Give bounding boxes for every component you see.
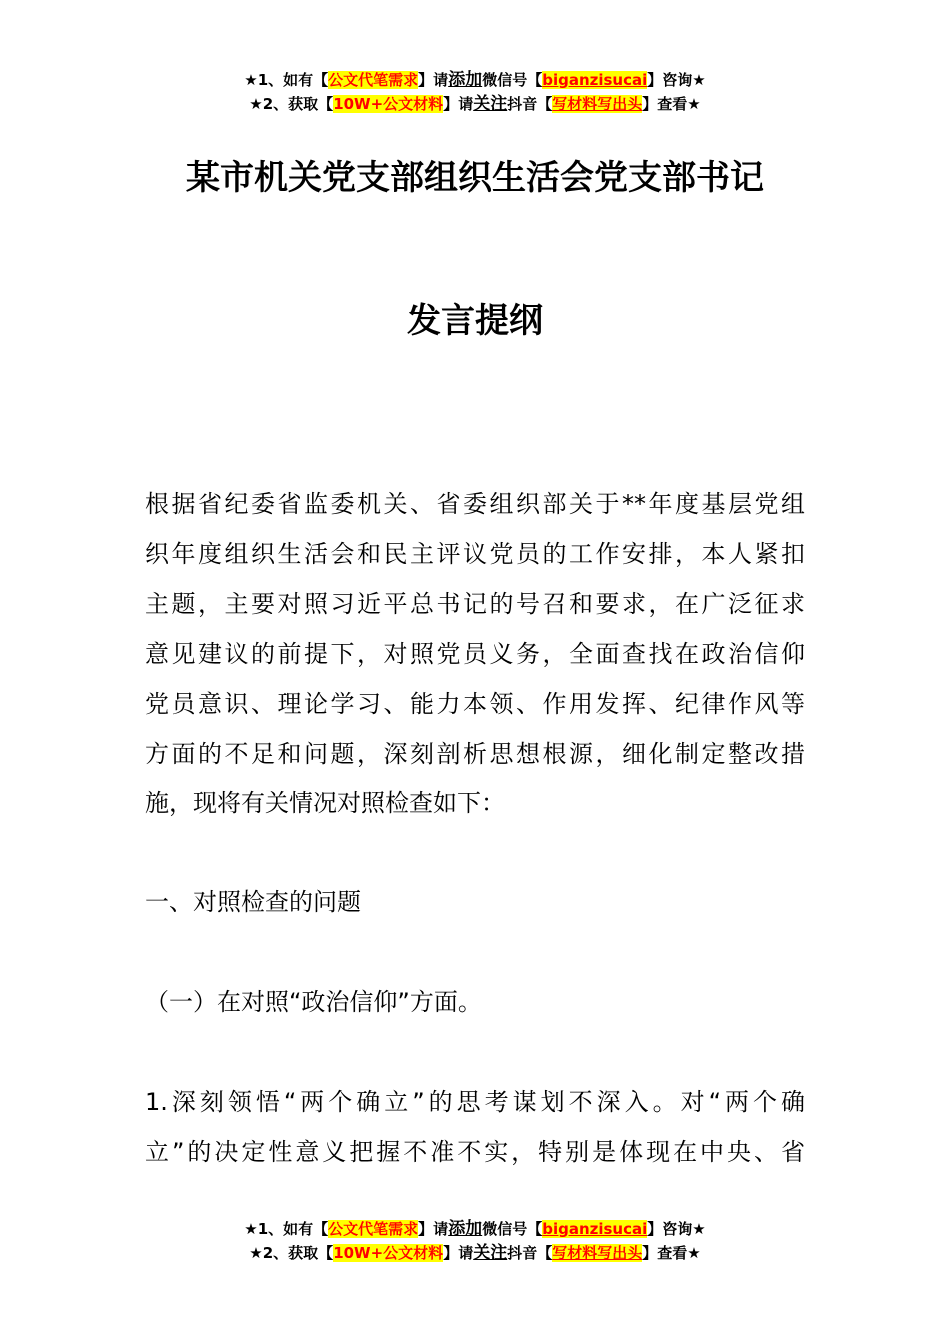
highlight: 10W+公文材料 — [333, 1244, 444, 1262]
body-line: 党员意识、理论学习、能力本领、作用发挥、纪律作风等 — [145, 690, 805, 718]
text: 抖音【 — [507, 95, 553, 113]
body-line: 主题，主要对照习近平总书记的号召和要求，在广泛征求 — [145, 590, 805, 618]
text: ★1、如有【 — [244, 1220, 329, 1238]
douyin-id: 写材料写出头 — [552, 95, 643, 113]
title-line-1: 某市机关党支部组织生活会党支部书记 — [186, 158, 764, 198]
text: ★2、获取【 — [249, 1244, 334, 1262]
body-line: 立”的决定性意义把握不准不实，特别是体现在中央、省 — [145, 1138, 805, 1166]
body-line: 根据省纪委省监委机关、省委组织部关于**年度基层党组 — [145, 490, 805, 518]
body-line: 1.深刻领悟“两个确立”的思考谋划不深入。对“两个确 — [145, 1088, 805, 1116]
text: 】请 — [443, 1244, 474, 1262]
highlight: 10W+公文材料 — [333, 95, 444, 113]
text: ★1、如有【 — [244, 71, 329, 89]
text: 】请 — [418, 1220, 449, 1238]
emphasis: 关注 — [473, 1243, 508, 1263]
body-line: 方面的不足和问题，深刻剖析思想根源，细化制定整改措 — [145, 740, 805, 768]
highlight: 公文代笔需求 — [328, 71, 419, 89]
wechat-id: biganzisucai — [542, 1220, 648, 1238]
subsection-heading: （一）在对照“政治信仰”方面。 — [145, 988, 482, 1016]
banner-line-2 — [0, 1241, 950, 1265]
title-line-2: 发言提纲 — [407, 301, 543, 341]
text: 】咨询★ — [647, 1220, 706, 1238]
emphasis: 添加 — [448, 70, 483, 90]
banner-line-2 — [0, 92, 950, 116]
text: ★2、获取【 — [249, 95, 334, 113]
highlight: 公文代笔需求 — [328, 1220, 419, 1238]
text: 】请 — [443, 95, 474, 113]
emphasis: 关注 — [473, 94, 508, 114]
bottom-banner — [0, 1217, 950, 1265]
text: 】请 — [418, 71, 449, 89]
section-heading: 一、对照检查的问题 — [145, 888, 361, 916]
banner-line-1 — [0, 1217, 950, 1241]
text: 微信号【 — [482, 71, 543, 89]
body-line: 施，现将有关情况对照检查如下： — [145, 789, 505, 817]
text: 】查看★ — [642, 1244, 701, 1262]
text: 】查看★ — [642, 95, 701, 113]
top-banner — [0, 68, 950, 116]
banner-line-1 — [0, 68, 950, 92]
emphasis: 添加 — [448, 1219, 483, 1239]
body-line: 织年度组织生活会和民主评议党员的工作安排，本人紧扣 — [145, 540, 805, 568]
text: 抖音【 — [507, 1244, 553, 1262]
wechat-id: biganzisucai — [542, 71, 648, 89]
body-line: 意见建议的前提下，对照党员义务，全面查找在政治信仰 — [145, 640, 805, 668]
douyin-id: 写材料写出头 — [552, 1244, 643, 1262]
text: 】咨询★ — [647, 71, 706, 89]
text: 微信号【 — [482, 1220, 543, 1238]
